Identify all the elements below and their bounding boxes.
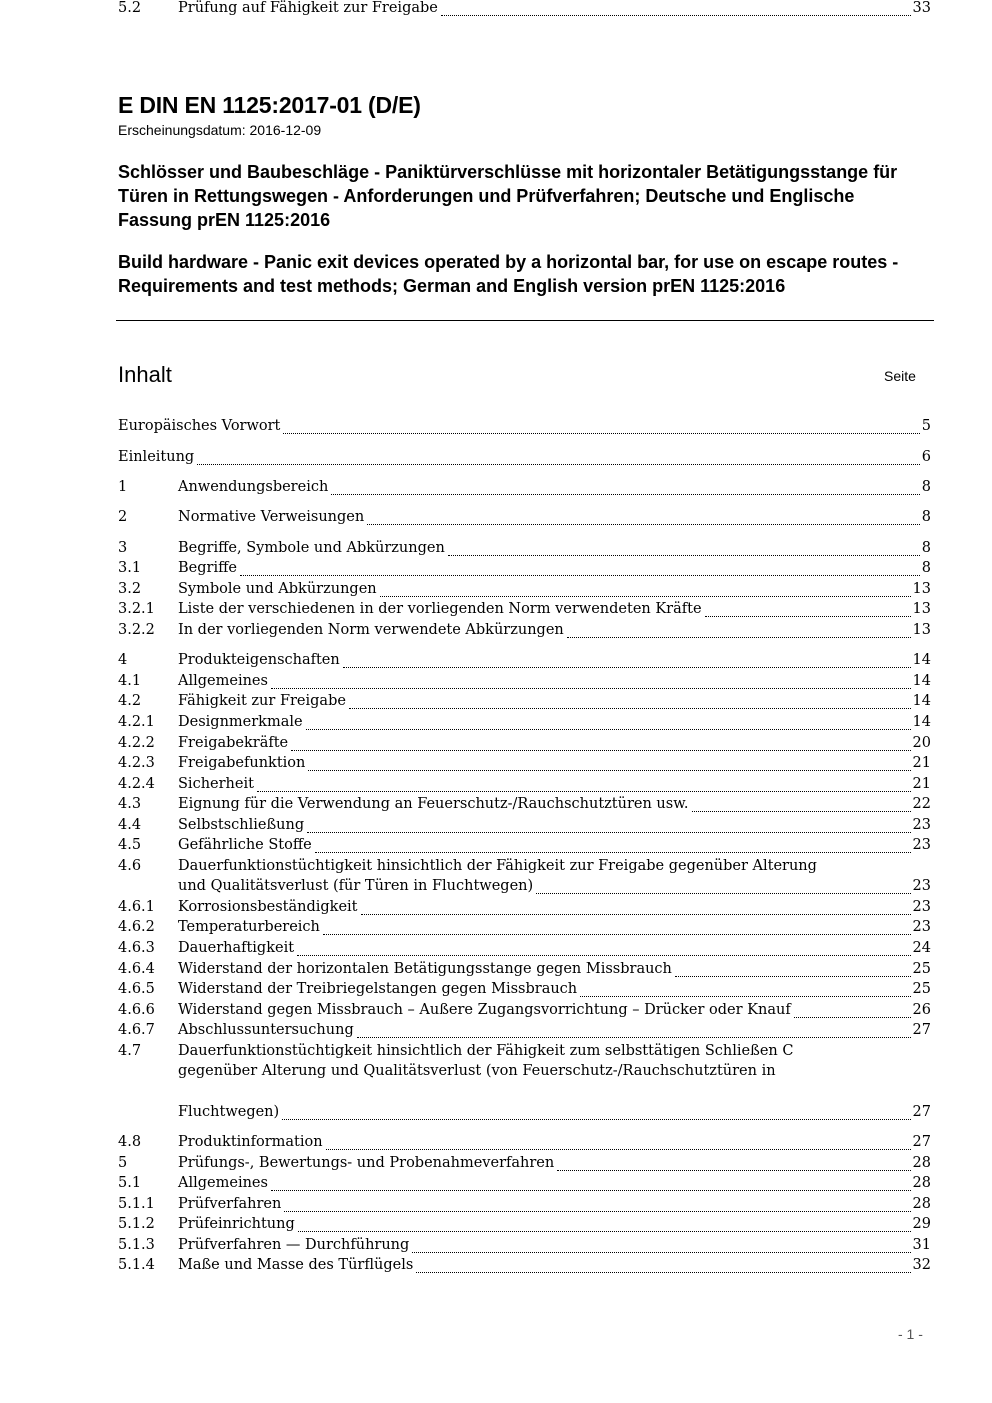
toc-entry[interactable]: [118, 981, 931, 1001]
toc-dot-leader: [308, 770, 910, 771]
toc-entry-title: In der vorliegenden Norm verwendete Abkürzungen: [178, 622, 564, 638]
toc-entry-page: 8: [921, 540, 931, 556]
toc-dot-leader: [271, 1190, 911, 1191]
toc-entry[interactable]: [118, 755, 931, 775]
toc-entry-first-line: [118, 1043, 931, 1063]
toc-entry-page: 25: [912, 961, 931, 977]
document-title: E DIN EN 1125:2017-01 (D/E): [118, 92, 421, 118]
toc-entry[interactable]: [118, 560, 931, 580]
toc-entry[interactable]: [118, 961, 931, 981]
toc-entry-number: 3.2.2: [118, 622, 155, 638]
toc-entry-number: 5.1.2: [118, 1216, 155, 1232]
toc-entry-number: 5.1.1: [118, 1196, 155, 1212]
toc-entry-number: 2: [118, 509, 128, 525]
toc-entry-title: Prüfung auf Fähigkeit zur Freigabe: [178, 0, 438, 16]
toc-dot-leader: [557, 1170, 910, 1171]
toc-entry[interactable]: [118, 581, 931, 601]
toc-entry-page: 8: [921, 509, 931, 525]
toc-page-column-label: Seite: [884, 368, 916, 384]
toc-dot-leader: [306, 729, 911, 730]
toc-entry[interactable]: [118, 1022, 931, 1042]
toc-entry[interactable]: [118, 601, 931, 621]
toc-entry[interactable]: [118, 919, 931, 939]
toc-dot-leader: [567, 637, 911, 638]
toc-entry-number: 4.2.3: [118, 755, 155, 771]
toc-entry-page: 25: [912, 981, 931, 997]
toc-entry-title: Widerstand der horizontalen Betätigungsstange gegen Missbrauch: [178, 961, 672, 977]
toc-entry-number: 4.3: [118, 796, 142, 812]
toc-entry-title: Allgemeines: [178, 673, 268, 689]
toc-entry-title: Europäisches Vorwort: [118, 418, 281, 434]
toc-entry[interactable]: [118, 1104, 931, 1124]
toc-entry-title: Prüfungs-, Bewertungs- und Probenahmeverfahren: [178, 1155, 555, 1171]
toc-entry[interactable]: [118, 735, 931, 755]
toc-entry-title: und Qualitätsverlust (für Türen in Fluchtwegen): [178, 878, 534, 894]
toc-heading: Inhalt: [118, 362, 172, 387]
toc-entry-title: Abschlussuntersuchung: [178, 1022, 354, 1038]
toc-dot-leader: [448, 555, 920, 556]
toc-dot-leader: [367, 524, 920, 525]
toc-dot-leader: [282, 1119, 910, 1120]
toc-entry-number: 4.2.1: [118, 714, 155, 730]
toc-entry-page: 14: [912, 693, 931, 709]
toc-entry-title: Einleitung: [118, 449, 195, 465]
toc-entry-number: 4.6.6: [118, 1002, 155, 1018]
toc-entry-title: Prüfverfahren: [178, 1196, 282, 1212]
toc-dot-leader: [361, 914, 911, 915]
toc-entry[interactable]: [118, 509, 931, 529]
toc-dot-leader: [412, 1252, 910, 1253]
toc-dot-leader: [331, 494, 919, 495]
toc-dot-leader: [307, 832, 910, 833]
toc-entry-page: 31: [912, 1237, 931, 1253]
toc-entry-page: 33: [912, 0, 931, 16]
toc-entry[interactable]: [118, 837, 931, 857]
toc-entry-title: Widerstand der Treibriegelstangen gegen Missbrauch: [178, 981, 578, 997]
toc-entry[interactable]: [118, 940, 931, 960]
toc-entry[interactable]: [118, 418, 931, 438]
toc-entry-page: 23: [912, 878, 931, 894]
toc-entry-number: 4.6.3: [118, 940, 155, 956]
toc-entry-number: 4: [118, 652, 128, 668]
toc-entry-page: 14: [912, 652, 931, 668]
toc-entry-title: Fähigkeit zur Freigabe: [178, 693, 346, 709]
toc-entry-number: 4.6.7: [118, 1022, 155, 1038]
toc-dot-leader: [580, 996, 910, 997]
toc-dot-leader: [257, 791, 911, 792]
toc-dot-leader: [705, 616, 911, 617]
toc-entry-title: Symbole und Abkürzungen: [178, 581, 377, 597]
toc-entry-number: 5.1.4: [118, 1257, 155, 1273]
toc-dot-leader: [297, 955, 910, 956]
toc-entry-page: 21: [912, 755, 931, 771]
toc-dot-leader: [675, 976, 911, 977]
toc-entry-title: Anwendungsbereich: [178, 479, 329, 495]
toc-entry-title: Allgemeines: [178, 1175, 268, 1191]
toc-entry-page: 27: [912, 1104, 931, 1120]
toc-entry-number: 4.2.2: [118, 735, 155, 751]
toc-entry-page: 6: [921, 449, 931, 465]
toc-entry-number: 4.6.4: [118, 961, 155, 977]
toc-dot-leader: [197, 464, 920, 465]
toc-entry-title: Fluchtwegen): [178, 1104, 280, 1120]
toc-dot-leader: [291, 750, 910, 751]
toc-dot-leader: [284, 1211, 910, 1212]
toc-entry-title: Dauerhaftigkeit: [178, 940, 295, 956]
toc-entry[interactable]: [118, 693, 931, 713]
toc-entry[interactable]: [118, 1257, 931, 1277]
toc-entry[interactable]: [118, 714, 931, 734]
toc-dot-leader: [380, 596, 911, 597]
toc-entry[interactable]: [118, 878, 931, 898]
title-german: Schlösser und Baubeschläge - Paniktürverschlüsse mit horizontaler Betätigungsstange für Türen in Rettungswegen - Anforderungen und Prüfverfahren; Deutsche und Englische Fassung prEN 1125:2016: [118, 162, 898, 230]
toc-entry-first-line: [118, 858, 931, 878]
toc-entry-number: 4.2: [118, 693, 142, 709]
toc-entry-title: Begriffe: [178, 560, 237, 576]
toc-entry[interactable]: [118, 1134, 931, 1154]
toc-entry[interactable]: [118, 673, 931, 693]
toc-entry-title: Normative Verweisungen: [178, 509, 365, 525]
toc-entry[interactable]: [118, 652, 931, 672]
toc-entry-page: 23: [912, 817, 931, 833]
toc-entry-number: 3.2: [118, 581, 142, 597]
toc-entry-title: Liste der verschiedenen in der vorliegenden Norm verwendeten Kräfte: [178, 601, 702, 617]
toc-entry-page: 8: [921, 479, 931, 495]
toc-entry-title: Prüfeinrichtung: [178, 1216, 295, 1232]
toc-entry-page: 22: [912, 796, 931, 812]
toc-entry-number: 4.7: [118, 1043, 142, 1059]
toc-entry-number: 4.1: [118, 673, 142, 689]
toc-entry[interactable]: [118, 899, 931, 919]
toc-entry-page: 8: [921, 560, 931, 576]
title-english: Build hardware - Panic exit devices operated by a horizontal bar, for use on escape routes - Requirements and test methods; German and English version prEN 1125:2016: [118, 252, 899, 296]
toc-dot-leader: [315, 852, 911, 853]
toc-entry-number: 5.1: [118, 1175, 142, 1191]
toc-dot-leader: [343, 667, 911, 668]
toc-entry-page: 23: [912, 899, 931, 915]
toc-entry[interactable]: [118, 1216, 931, 1236]
toc-entry-title-line: gegenüber Alterung und Qualitätsverlust (von Feuerschutz-/Rauchschutztüren in: [178, 1063, 776, 1079]
toc-entry-page: 5: [921, 418, 931, 434]
toc-entry-number: 4.4: [118, 817, 142, 833]
toc-entry[interactable]: [118, 479, 931, 499]
toc-entry-title: Designmerkmale: [178, 714, 303, 730]
toc-entry[interactable]: [118, 540, 931, 560]
toc-entry-title-line: Dauerfunktionstüchtigkeit hinsichtlich der Fähigkeit zum selbsttätigen Schließen C: [178, 1043, 794, 1059]
toc-entry-page: 28: [912, 1175, 931, 1191]
toc-entry-page: 26: [912, 1002, 931, 1018]
release-date: Erscheinungsdatum: 2016-12-09: [118, 122, 322, 138]
toc-entry-title: Freigabefunktion: [178, 755, 306, 771]
toc-entry-page: 28: [912, 1155, 931, 1171]
toc-entry-number: 5.1.3: [118, 1237, 155, 1253]
toc-entry-page: 27: [912, 1134, 931, 1150]
toc-entry[interactable]: [118, 1196, 931, 1216]
toc-entry-number: 4.6.1: [118, 899, 155, 915]
toc-entry-number: 5.2: [118, 0, 142, 16]
toc-entry-number: 3.2.1: [118, 601, 155, 617]
toc-entry-number: 4.6: [118, 858, 142, 874]
toc-dot-leader: [349, 708, 911, 709]
toc-dot-leader: [357, 1037, 911, 1038]
toc-dot-leader: [416, 1272, 910, 1273]
toc-entry-page: 27: [912, 1022, 931, 1038]
toc-entry-title: Begriffe, Symbole und Abkürzungen: [178, 540, 445, 556]
toc-entry-title: Maße und Masse des Türflügels: [178, 1257, 414, 1273]
toc-entry[interactable]: [118, 1002, 931, 1022]
toc-entry-page: 29: [912, 1216, 931, 1232]
toc-entry-page: 24: [912, 940, 931, 956]
toc-entry-title: Korrosionsbeständigkeit: [178, 899, 358, 915]
toc-entry-page: 23: [912, 919, 931, 935]
toc-entry-title: Produktinformation: [178, 1134, 323, 1150]
toc-entry-title: Prüfverfahren — Durchführung: [178, 1237, 410, 1253]
toc-entry-number: 4.6.5: [118, 981, 155, 997]
toc-entry-page: 14: [912, 714, 931, 730]
toc-entry[interactable]: [118, 1175, 931, 1195]
toc-entry[interactable]: [118, 1155, 931, 1175]
toc-entry-title: Eignung für die Verwendung an Feuerschutz-/Rauchschutztüren usw.: [178, 796, 689, 812]
toc-dot-leader: [441, 15, 911, 16]
toc-entry-page: 20: [912, 735, 931, 751]
toc-entry[interactable]: [118, 0, 931, 20]
toc-entry-number: 5: [118, 1155, 128, 1171]
toc-entry-number: 3: [118, 540, 128, 556]
toc-entry-title-line: Dauerfunktionstüchtigkeit hinsichtlich der Fähigkeit zur Freigabe gegenüber Alterung: [178, 858, 817, 874]
toc-entry[interactable]: [118, 776, 931, 796]
toc-entry-page: 21: [912, 776, 931, 792]
toc-dot-leader: [692, 811, 911, 812]
toc-entry-number: 3.1: [118, 560, 142, 576]
toc-entry-page: 13: [912, 622, 931, 638]
toc-dot-leader: [271, 688, 911, 689]
toc-entry-page: 13: [912, 581, 931, 597]
toc-entry-title: Temperaturbereich: [178, 919, 320, 935]
toc-dot-leader: [298, 1231, 911, 1232]
toc-dot-leader: [283, 433, 919, 434]
toc-entry-number: 4.5: [118, 837, 142, 853]
toc-entry-page: 13: [912, 601, 931, 617]
toc-entry-number: 4.2.4: [118, 776, 155, 792]
toc-entry-number: 1: [118, 479, 128, 495]
toc-entry-title: Widerstand gegen Missbrauch – Äußere Zugangsvorrichtung – Drücker oder Knauf: [178, 1002, 791, 1018]
toc-dot-leader: [326, 1149, 911, 1150]
toc-entry-number: 4.8: [118, 1134, 142, 1150]
toc-entry-page: 14: [912, 673, 931, 689]
toc-dot-leader: [323, 934, 911, 935]
toc-entry-title: Selbstschließung: [178, 817, 305, 833]
page-number: - 1 -: [898, 1326, 923, 1342]
toc-entry[interactable]: [118, 1237, 931, 1257]
toc-entry-page: 32: [912, 1257, 931, 1273]
toc-entry-title: Gefährliche Stoffe: [178, 837, 312, 853]
toc-entry[interactable]: [118, 622, 931, 642]
toc-entry[interactable]: [118, 449, 931, 469]
title-divider: [116, 320, 934, 321]
toc-dot-leader: [536, 893, 910, 894]
toc-entry-title: Freigabekräfte: [178, 735, 289, 751]
toc-entry-title: Produkteigenschaften: [178, 652, 340, 668]
toc-entry[interactable]: [118, 796, 931, 816]
toc-dot-leader: [794, 1017, 911, 1018]
toc-dot-leader: [240, 575, 920, 576]
toc-entry-number: 4.6.2: [118, 919, 155, 935]
toc-entry[interactable]: [118, 817, 931, 837]
toc-entry-page: 28: [912, 1196, 931, 1212]
toc-entry-title: Sicherheit: [178, 776, 254, 792]
toc-entry-page: 23: [912, 837, 931, 853]
